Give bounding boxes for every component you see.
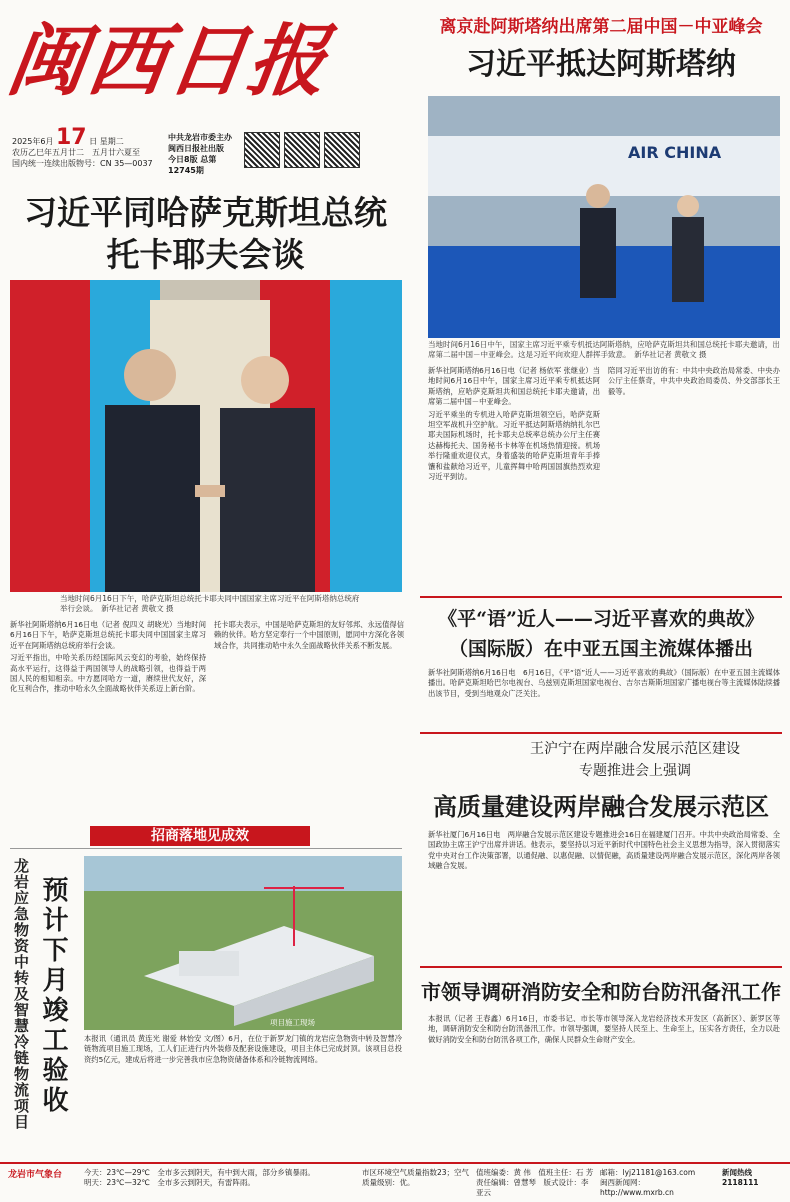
contact-website: 闽西新闻网：http://www.mxrb.cn xyxy=(600,1178,674,1197)
top-photo xyxy=(428,96,780,338)
dateline-issn: 国内统一连续出版物号：CN 35—0037 xyxy=(12,159,153,168)
cross-strait-body: 新华社厦门6月16日电 两岸融合发展示范区建设专题推进会16日在福建厦门召开。中共中央政治局常委、全国政协主席王沪宁出席并讲话。他表示，要坚持以习近平新时代中国特色社会主义思想为指导，深入贯彻落实党中央对台工作决策部署，以通促融、以惠促融、以情促融，高质量建设两岸融合发展示范区，深化两岸各领域融合发展。 xyxy=(428,830,780,871)
dateline-lunar: 农历乙巳年五月廿二 五月廿六夏至 xyxy=(12,148,140,157)
top-body-col2 xyxy=(608,366,780,596)
cross-strait-kicker-line2: 专题推进会上强调 xyxy=(579,763,691,779)
investment-title: 预计下月竣工验收 xyxy=(38,876,68,1116)
contact-info xyxy=(600,1168,718,1198)
airport-arrival-photo xyxy=(428,96,780,338)
investment-kicker: 龙岩应急物资中转及智慧冷链物流项目 xyxy=(12,858,30,1130)
construction-site-photo xyxy=(84,856,402,1030)
issue-info: 今日8版 总第12745期 xyxy=(168,155,217,175)
weather-forecast xyxy=(84,1168,354,1198)
lead-body-p2: 习近平指出，中哈关系历经国际风云变幻的考验，始终保持高水平运行，这得益于两国领导人的战略引领，也得益于两国人民的相知相亲。中方愿同哈方一道，赓续世代友好，深化互利合作，推动中哈永久全面战略伙伴关系迈上新台阶。 xyxy=(10,653,206,694)
dateline-month: 2025年6月 xyxy=(12,137,54,146)
editor-info: 值班编委：黄 伟 值班主任：石 芳 责任编辑：曾慧琴 版式设计：李亚云 xyxy=(476,1168,601,1197)
svg-text:AIR CHINA: AIR CHINA xyxy=(628,143,722,162)
culture-body: 新华社阿斯塔纳6月16日电 6月16日，《平“语”近人——习近平喜欢的典故》（国际版）在中亚五国主流媒体播出。哈萨克斯坦哈巴尔电视台、乌兹别克斯坦国家电视台、吉尔吉斯斯坦国家广播电视台等主流媒体陆续播出该节目，受到当地观众广泛关注。 xyxy=(428,668,780,698)
top-kicker: 离京赴阿斯塔纳出席第二届中国－中亚峰会 xyxy=(439,17,763,37)
top-body-p3: 陪同习近平出访的有：中共中央政治局常委、中央办公厅主任蔡奇，中共中央政治局委员、外交部部长王毅等。 xyxy=(608,366,780,396)
investment-photo xyxy=(84,856,402,1030)
flood-title: 市领导调研消防安全和防台防汛备汛工作 xyxy=(421,980,781,1004)
publisher-line2: 闽西日报社出版 xyxy=(168,144,224,153)
dateline-day: 17 xyxy=(56,125,87,150)
cross-strait-kicker-line1: 王沪宁在两岸融合发展示范区建设 xyxy=(530,741,740,757)
air-quality: 市区环境空气质量指数23；空气质量级别：优。 xyxy=(362,1168,470,1187)
weather-label: 龙岩市气象台 xyxy=(8,1170,63,1180)
hotline-label: 新闻热线 xyxy=(722,1168,752,1177)
handshake-photo xyxy=(10,280,402,592)
lead-body-col2 xyxy=(214,620,404,820)
lead-photo xyxy=(10,280,402,592)
top-body-col1 xyxy=(428,366,600,596)
top-body-p1: 新华社阿斯塔纳6月16日电（记者 杨依军 张继业）当地时间6月16日中午，国家主席习近平乘专机抵达阿斯塔纳，应哈萨克斯坦共和国总统托卡耶夫邀请，出席第二届中国－中亚峰会。 xyxy=(428,366,600,407)
weather-today: 今天：23℃—29℃ 全市多云到阴天，有中到大雨，部分乡镇暴雨。 xyxy=(84,1168,315,1177)
lead-title-line2: 托卡耶夫会谈 xyxy=(106,235,305,274)
contact-email: 邮箱：lyj21181@163.com xyxy=(600,1168,696,1177)
dateline xyxy=(12,125,372,182)
cross-strait-title: 高质量建设两岸融合发展示范区 xyxy=(433,792,769,821)
dateline-weekday: 日 星期二 xyxy=(89,137,124,146)
publisher-line1: 中共龙岩市委主办 xyxy=(168,133,232,142)
top-caption: 当地时间6月16日中午，国家主席习近平乘专机抵达阿斯塔纳，应哈萨克斯坦共和国总统托卡耶夫邀请，出席第二届中国－中亚峰会。这是习近平向欢迎人群挥手致意。 新华社记者 黄敬文 摄 xyxy=(428,340,780,359)
qr-code xyxy=(244,132,280,168)
investment-body: 本报讯（通讯员 黄连光 谢爱 林怡安 文/图）6月，在位于新罗龙门镇的龙岩应急物资中转及智慧冷链物流项目施工现场，工人们正进行内外装修及配套设施建设，项目主体已完成封顶。该项目总投资约5亿元，建成后将进一步完善我市应急物资储备体系和冷链物流网络。 xyxy=(84,1034,402,1064)
hotline-number: 2118111 xyxy=(722,1178,759,1187)
section-divider xyxy=(420,596,782,598)
investment-photo-caption: 项目施工现场 xyxy=(270,1018,315,1027)
lead-body-p3: 托卡耶夫表示，中国是哈萨克斯坦的友好邻邦、永远值得信赖的伙伴。哈方坚定奉行一个中国原则，愿同中方深化各领域合作，共同推动哈中永久全面战略伙伴关系不断发展。 xyxy=(214,620,404,650)
lead-headline xyxy=(8,192,403,276)
hotline xyxy=(722,1168,784,1198)
masthead-title: 闽西日报 xyxy=(1,16,335,107)
section-divider xyxy=(420,732,782,734)
weather-tomorrow: 明天：23℃—32℃ 全市多云到阴天，有雷阵雨。 xyxy=(84,1178,255,1187)
cross-strait-kicker xyxy=(490,738,780,782)
footer xyxy=(0,1162,790,1202)
culture-title-line2: （国际版）在中亚五国主流媒体播出 xyxy=(448,638,753,660)
investment-banner: 招商落地见成效 xyxy=(90,826,310,846)
lead-body-col1 xyxy=(10,620,206,820)
section-divider xyxy=(420,966,782,968)
masthead xyxy=(1,6,388,126)
top-body-p2: 习近平乘坐的专机进入哈萨克斯坦领空后，哈萨克斯坦空军战机升空护航。习近平抵达阿斯塔纳纳扎尔巴耶夫国际机场时，托卡耶夫总统率总统办公厅主任赛达赫梅托夫、国务秘书卡林等在机场热情迎接。机场举行隆重欢迎仪式，身着盛装的哈萨克斯坦青年手捧馕和盐献给习近平，儿童挥舞中哈两国国旗热烈欢迎习近平到访。 xyxy=(428,409,600,482)
flood-body: 本报讯（记者 王春鑫）6月16日，市委书记、市长等市领导深入龙岩经济技术开发区（高新区）、新罗区等地，调研消防安全和防台防汛备汛工作。市领导强调，要坚持人民至上、生命至上，压实各方责任，全力以赴做好消防安全和防台防汛各项工作，确保人民群众生命财产安全。 xyxy=(428,1014,780,1044)
qr-code xyxy=(284,132,320,168)
culture-title-line1: 《平“语”近人——习近平喜欢的典故》 xyxy=(438,608,764,630)
top-title: 习近平抵达阿斯塔纳 xyxy=(466,47,736,82)
lead-body-p1: 新华社阿斯塔纳6月16日电（记者 倪四义 胡晓光）当地时间6月16日下午，哈萨克斯坦总统托卡耶夫同中国国家主席习近平在阿斯塔纳总统府举行会谈。 xyxy=(10,620,206,650)
lead-title-line1: 习近平同哈萨克斯坦总统 xyxy=(24,193,387,232)
qr-code xyxy=(324,132,360,168)
section-divider xyxy=(10,848,402,849)
lead-caption: 当地时间6月16日下午，哈萨克斯坦总统托卡耶夫同中国国家主席习近平在阿斯塔纳总统府举行会谈。 新华社记者 黄敬文 摄 xyxy=(60,594,360,613)
